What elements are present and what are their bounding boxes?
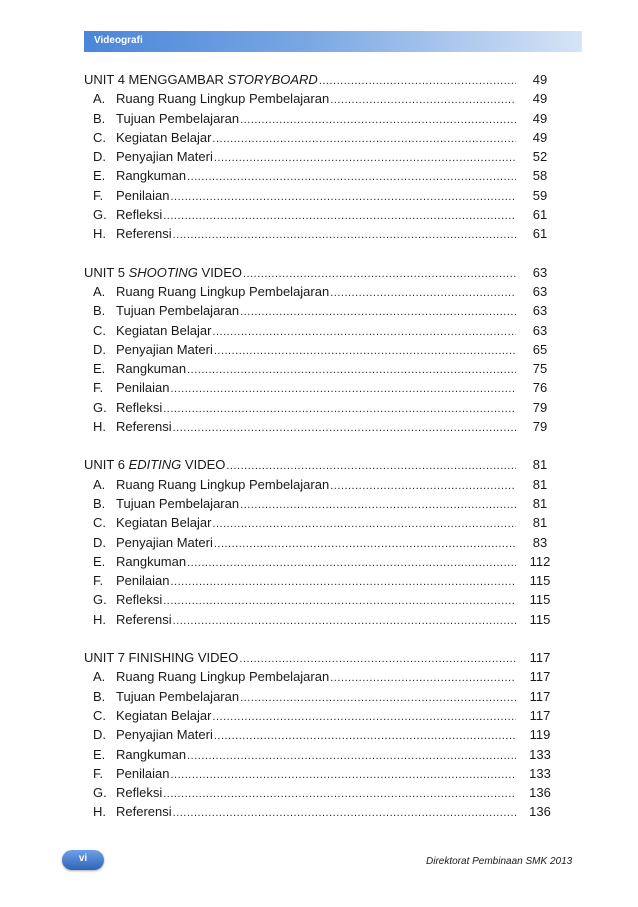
toc-unit — [84, 455, 560, 629]
entry-letter: A. — [93, 283, 106, 299]
entry-title: Refleksi — [116, 592, 163, 608]
entry-page-number: 49 — [532, 91, 548, 107]
entry-letter: H. — [93, 226, 106, 242]
dot-leader — [173, 804, 516, 823]
entry-letter: A. — [93, 669, 106, 685]
unit-heading[interactable] — [84, 455, 560, 474]
unit-heading[interactable] — [84, 648, 560, 667]
toc-entry[interactable] — [84, 494, 560, 513]
toc-entry[interactable] — [84, 745, 560, 764]
entry-title: Tujuan Pembelajaran — [116, 688, 240, 704]
unit-title-prefix: UNIT 6 — [84, 457, 129, 473]
toc-entry[interactable] — [84, 687, 560, 706]
dot-leader — [171, 573, 517, 592]
unit-title-prefix: UNIT 7 FINISHING VIDEO — [84, 650, 239, 666]
toc-entry[interactable] — [84, 571, 560, 590]
entry-title: Refleksi — [116, 399, 163, 415]
unit-title-suffix: VIDEO — [197, 264, 242, 280]
entry-letter: F. — [93, 187, 104, 203]
unit-page-number: 49 — [532, 72, 548, 87]
entry-page-number: 75 — [532, 361, 548, 377]
entry-page-number: 79 — [532, 419, 548, 435]
entry-letter: A. — [93, 476, 106, 492]
unit-title-suffix: VIDEO — [181, 457, 226, 473]
entry-title: Rangkuman — [116, 168, 187, 184]
dot-leader — [240, 111, 516, 130]
unit-title-emphasis: SHOOTING — [128, 264, 198, 280]
page-number-badge — [62, 850, 104, 870]
dot-leader — [212, 515, 516, 534]
entry-page-number: 119 — [529, 727, 551, 743]
dot-leader — [187, 554, 516, 573]
entry-page-number: 136 — [529, 785, 551, 801]
entry-page-number: 63 — [532, 283, 548, 299]
toc-entry[interactable] — [84, 590, 560, 609]
toc-entry[interactable] — [84, 89, 560, 108]
entry-title: Referensi — [116, 611, 172, 627]
unit-page-number: 63 — [532, 264, 548, 280]
page-number: vi — [78, 853, 88, 864]
unit-title — [84, 70, 318, 89]
entry-title: Rangkuman — [116, 361, 187, 377]
toc-unit — [84, 648, 560, 822]
entry-title: Ruang Ruang Lingkup Pembelajaran — [116, 91, 330, 107]
dot-leader — [187, 168, 516, 187]
entry-letter: C. — [93, 515, 106, 531]
entry-page-number: 133 — [529, 746, 551, 762]
toc-entry[interactable] — [84, 186, 560, 205]
unit-title — [84, 648, 238, 667]
entry-page-number: 63 — [532, 303, 548, 319]
toc-entry[interactable] — [84, 725, 560, 744]
dot-leader — [173, 226, 516, 245]
entry-letter: D. — [93, 149, 106, 165]
entry-title: Kegiatan Belajar — [116, 129, 212, 145]
entry-title: Referensi — [116, 226, 172, 242]
toc-entry[interactable] — [84, 475, 560, 494]
dot-leader — [212, 708, 516, 727]
toc-unit — [84, 70, 560, 244]
dot-leader — [173, 419, 516, 438]
dot-leader — [240, 689, 516, 708]
entry-page-number: 81 — [532, 476, 548, 492]
entry-page-number: 76 — [532, 380, 548, 396]
toc-entry[interactable] — [84, 166, 560, 185]
entry-title: Kegiatan Belajar — [116, 322, 212, 338]
entry-page-number: 117 — [529, 688, 551, 704]
entry-title: Referensi — [116, 804, 172, 820]
entry-page-number: 79 — [532, 399, 548, 415]
entry-page-number: 58 — [532, 168, 548, 184]
entry-page-number: 59 — [532, 187, 548, 203]
entry-title: Ruang Ruang Lingkup Pembelajaran — [116, 283, 330, 299]
entry-letter: E. — [93, 746, 106, 762]
toc-entry[interactable] — [84, 359, 560, 378]
unit-title-emphasis: EDITING — [128, 457, 182, 473]
entry-page-number: 81 — [532, 515, 548, 531]
entry-title: Penyajian Materi — [116, 341, 213, 357]
entry-page-number: 133 — [529, 765, 551, 781]
dot-leader — [330, 477, 516, 496]
entry-letter: D. — [93, 534, 106, 550]
dot-leader — [214, 149, 516, 168]
entry-title: Penilaian — [116, 187, 170, 203]
entry-page-number: 49 — [532, 110, 548, 126]
entry-title: Tujuan Pembelajaran — [116, 303, 240, 319]
entry-title: Refleksi — [116, 785, 163, 801]
entry-title: Refleksi — [116, 207, 163, 223]
entry-page-number: 136 — [529, 804, 551, 820]
unit-title-emphasis: STORYBOARD — [227, 72, 318, 87]
entry-letter: G. — [93, 592, 107, 608]
dot-leader — [163, 785, 516, 804]
toc-entry[interactable] — [84, 802, 560, 821]
entry-letter: F. — [93, 573, 104, 589]
entry-page-number: 83 — [532, 534, 548, 550]
entry-title: Penyajian Materi — [116, 149, 213, 165]
dot-leader — [171, 380, 517, 399]
entry-title: Rangkuman — [116, 553, 187, 569]
entry-title: Tujuan Pembelajaran — [116, 110, 240, 126]
toc-entry[interactable] — [84, 301, 560, 320]
unit-title-prefix: UNIT 4 MENGGAMBAR — [84, 72, 228, 87]
dot-leader — [212, 130, 516, 149]
entry-page-number: 115 — [529, 573, 551, 589]
unit-page-number: 117 — [529, 650, 551, 666]
entry-title: Penyajian Materi — [116, 534, 213, 550]
toc-entry[interactable] — [84, 340, 560, 359]
entry-letter: C. — [93, 707, 106, 723]
entry-page-number: 65 — [532, 341, 548, 357]
entry-letter: D. — [93, 341, 106, 357]
dot-leader — [163, 207, 516, 226]
entry-page-number: 117 — [529, 707, 551, 723]
entry-title: Tujuan Pembelajaran — [116, 495, 240, 511]
toc-entry[interactable] — [84, 513, 560, 532]
entry-letter: F. — [93, 765, 104, 781]
dot-leader — [187, 361, 516, 380]
unit-heading[interactable] — [84, 70, 560, 89]
entry-letter: G. — [93, 785, 107, 801]
entry-letter: E. — [93, 361, 106, 377]
entry-title: Penilaian — [116, 573, 170, 589]
entry-letter: E. — [93, 168, 106, 184]
entry-letter: B. — [93, 110, 106, 126]
toc-entry[interactable] — [84, 224, 560, 243]
toc-entry[interactable] — [84, 552, 560, 571]
toc-entry[interactable] — [84, 706, 560, 725]
dot-leader — [330, 669, 516, 688]
dot-leader — [171, 766, 517, 785]
dot-leader — [330, 284, 516, 303]
entry-title: Kegiatan Belajar — [116, 707, 212, 723]
header-bar — [84, 31, 582, 52]
toc-entry[interactable] — [84, 764, 560, 783]
entry-letter: C. — [93, 129, 106, 145]
header-title: Videografi — [94, 35, 143, 46]
entry-page-number: 81 — [532, 495, 548, 511]
entry-title: Rangkuman — [116, 746, 187, 762]
entry-title: Penilaian — [116, 765, 170, 781]
entry-page-number: 61 — [532, 207, 548, 223]
unit-page-number: 81 — [532, 457, 548, 473]
footer-text: Direktorat Pembinaan SMK 2013 — [426, 856, 573, 867]
toc-entry[interactable] — [84, 398, 560, 417]
entry-letter: B. — [93, 688, 106, 704]
entry-letter: B. — [93, 303, 106, 319]
entry-page-number: 117 — [529, 669, 551, 685]
entry-letter: H. — [93, 804, 106, 820]
toc-entry[interactable] — [84, 610, 560, 629]
dot-leader — [187, 747, 516, 766]
dot-leader — [214, 727, 516, 746]
toc-entry[interactable] — [84, 417, 560, 436]
entry-letter: D. — [93, 727, 106, 743]
toc-entry[interactable] — [84, 667, 560, 686]
unit-heading[interactable] — [84, 263, 560, 282]
unit-title — [84, 455, 225, 474]
entry-page-number: 63 — [532, 322, 548, 338]
dot-leader — [319, 72, 516, 91]
entry-page-number: 61 — [532, 226, 548, 242]
dot-leader — [212, 323, 516, 342]
toc-entry[interactable] — [84, 109, 560, 128]
toc-entry[interactable] — [84, 533, 560, 552]
entry-title: Ruang Ruang Lingkup Pembelajaran — [116, 669, 330, 685]
entry-letter: F. — [93, 380, 104, 396]
entry-letter: G. — [93, 207, 107, 223]
unit-title — [84, 263, 242, 282]
entry-title: Referensi — [116, 419, 172, 435]
dot-leader — [163, 592, 516, 611]
toc-entry[interactable] — [84, 282, 560, 301]
toc-unit — [84, 263, 560, 437]
entry-letter: A. — [93, 91, 106, 107]
toc-entry[interactable] — [84, 321, 560, 340]
toc-entry[interactable] — [84, 378, 560, 397]
toc-entry[interactable] — [84, 205, 560, 224]
dot-leader — [173, 612, 516, 631]
entry-page-number: 49 — [532, 129, 548, 145]
unit-title-prefix: UNIT 5 — [84, 264, 129, 280]
entry-page-number: 112 — [529, 553, 551, 569]
dot-leader — [330, 91, 516, 110]
entry-letter: C. — [93, 322, 106, 338]
dot-leader — [163, 400, 516, 419]
entry-title: Kegiatan Belajar — [116, 515, 212, 531]
entry-page-number: 115 — [529, 592, 551, 608]
entry-letter: E. — [93, 553, 106, 569]
dot-leader — [240, 303, 516, 322]
entry-page-number: 115 — [529, 611, 551, 627]
entry-page-number: 52 — [532, 149, 548, 165]
entry-letter: H. — [93, 419, 106, 435]
toc-entry[interactable] — [84, 128, 560, 147]
entry-letter: B. — [93, 495, 106, 511]
dot-leader — [214, 342, 516, 361]
entry-title: Penyajian Materi — [116, 727, 213, 743]
table-of-contents — [84, 70, 560, 841]
entry-letter: G. — [93, 399, 107, 415]
entry-title: Penilaian — [116, 380, 170, 396]
entry-letter: H. — [93, 611, 106, 627]
toc-entry[interactable] — [84, 783, 560, 802]
dot-leader — [240, 496, 516, 515]
dot-leader — [171, 188, 517, 207]
toc-entry[interactable] — [84, 147, 560, 166]
entry-title: Ruang Ruang Lingkup Pembelajaran — [116, 476, 330, 492]
dot-leader — [214, 535, 516, 554]
